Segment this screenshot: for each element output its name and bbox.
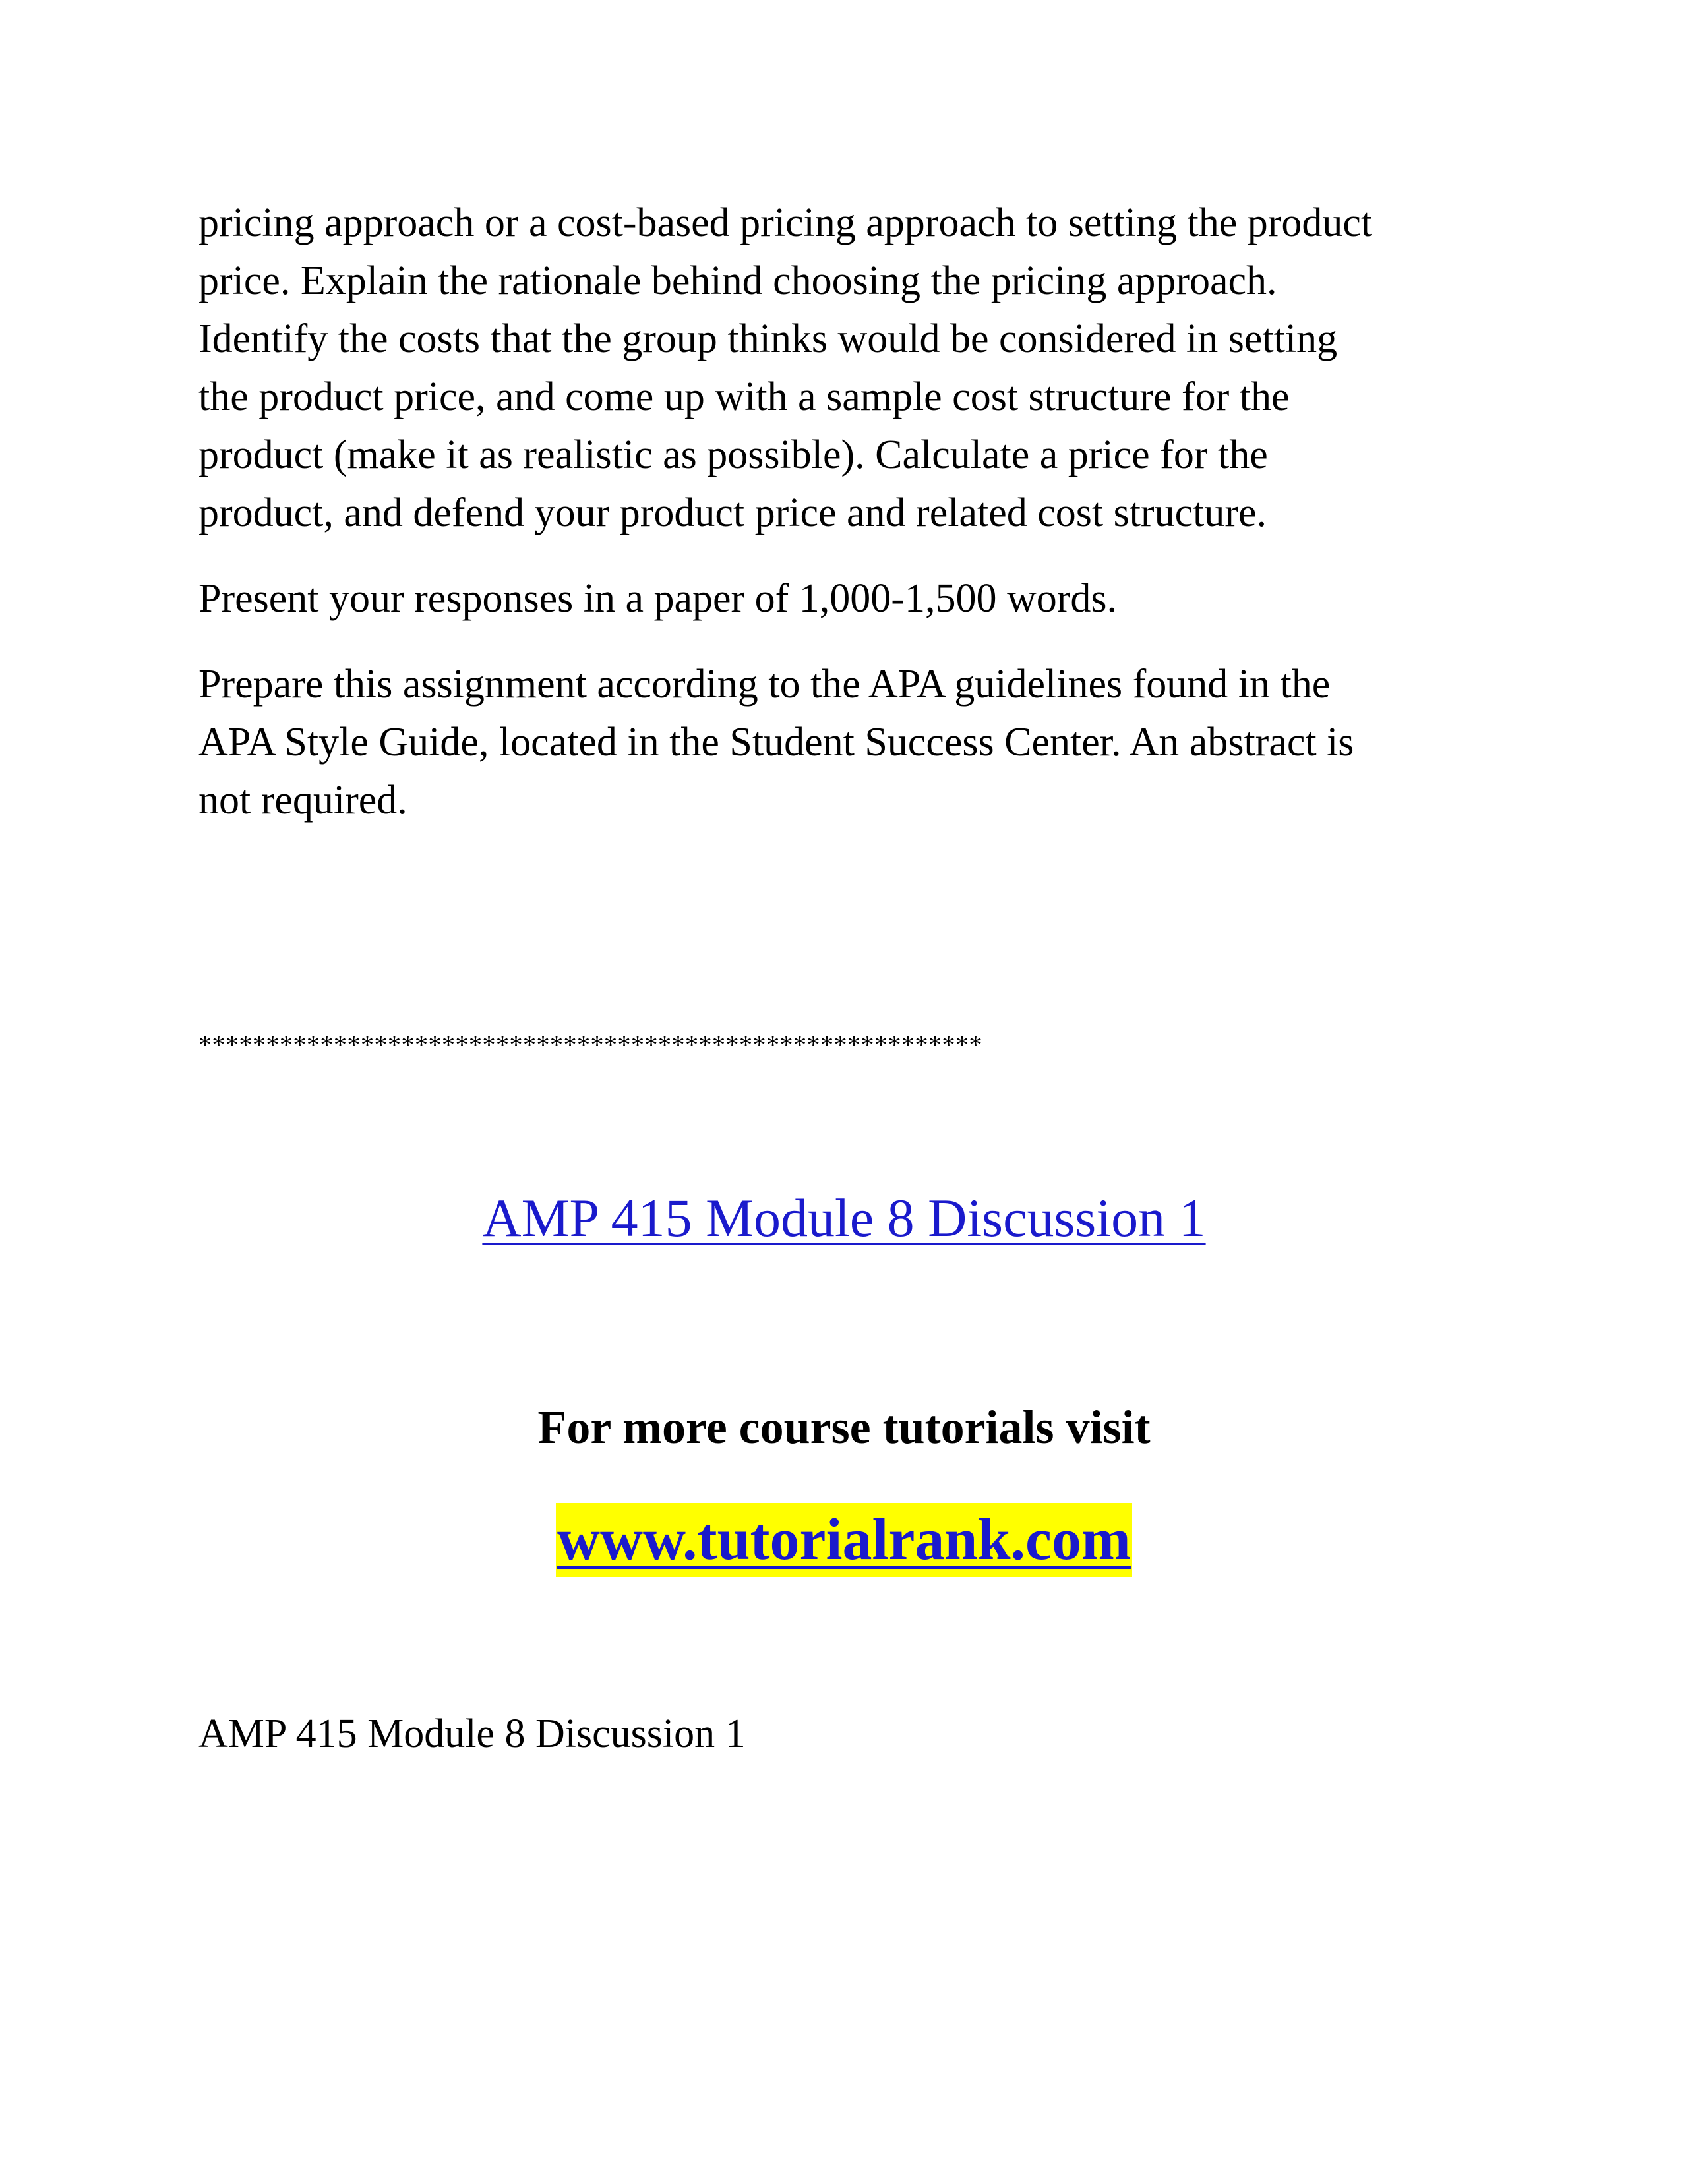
website-link-row bbox=[0, 1503, 1688, 1577]
paragraph-line: Identify the costs that the group thinks would be considered in setting bbox=[198, 316, 1338, 361]
course-title-link[interactable]: AMP 415 Module 8 Discussion 1 bbox=[482, 1188, 1206, 1248]
paragraph-line: APA Style Guide, located in the Student Success Center. An abstract is bbox=[198, 720, 1354, 765]
paragraph-line: product (make it as realistic as possible). Calculate a price for the bbox=[198, 432, 1268, 477]
asterisk-separator: ********************************************************** bbox=[198, 1030, 982, 1059]
paragraph-word-count: Present your responses in a paper of 1,000-1,500 words. bbox=[198, 576, 1118, 621]
paragraph-line: product, and defend your product price and related cost structure. bbox=[198, 490, 1267, 535]
paragraph-line: Prepare this assignment according to the APA guidelines found in the bbox=[198, 662, 1331, 707]
paragraph-line: the product price, and come up with a sample cost structure for the bbox=[198, 374, 1290, 419]
website-link[interactable]: www.tutorialrank.com bbox=[556, 1503, 1132, 1577]
paragraph-line: price. Explain the rationale behind choosing the pricing approach. bbox=[198, 258, 1277, 303]
course-link-row bbox=[0, 1185, 1688, 1251]
paragraph-line: not required. bbox=[198, 778, 407, 823]
promo-text: For more course tutorials visit bbox=[537, 1401, 1151, 1454]
promo-row bbox=[0, 1398, 1688, 1457]
footer-course-title: AMP 415 Module 8 Discussion 1 bbox=[198, 1711, 746, 1756]
paragraph-line: pricing approach or a cost-based pricing approach to setting the product bbox=[198, 200, 1373, 245]
